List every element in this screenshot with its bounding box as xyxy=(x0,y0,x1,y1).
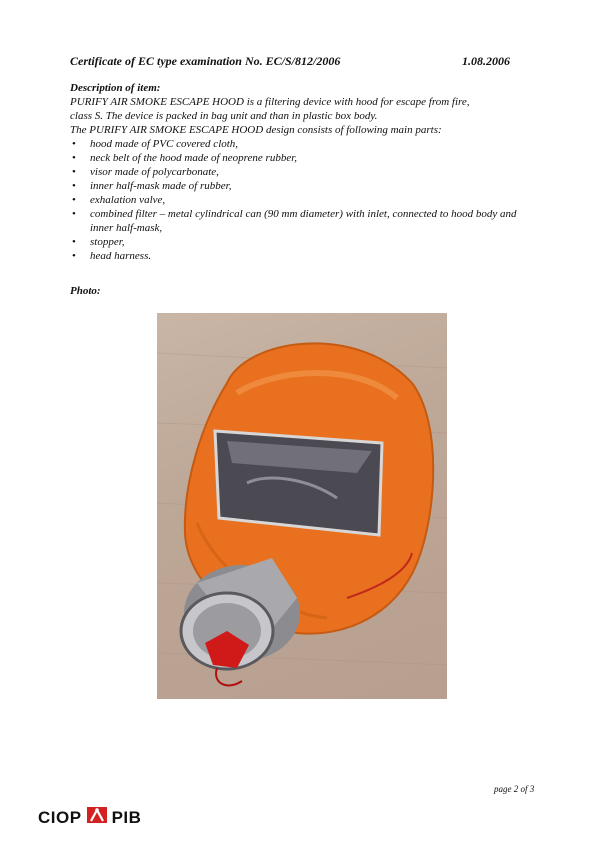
part-item: • exhalation valve, xyxy=(70,193,540,207)
ciop-pib-logo xyxy=(38,806,141,829)
smoke-hood-photo xyxy=(157,313,447,699)
part-item: • visor made of polycarbonate, xyxy=(70,165,540,179)
certificate-date: 1.08.2006 xyxy=(462,54,510,68)
certificate-header xyxy=(70,54,520,69)
description-line: PURIFY AIR SMOKE ESCAPE HOOD is a filtering device with hood for escape from fire, xyxy=(70,96,470,108)
logo-text-left: CIOP xyxy=(38,807,82,827)
certificate-title: Certificate of EC type examination No. EC/S/812/2006 xyxy=(70,54,341,68)
part-item: • head harness. xyxy=(70,249,540,263)
parts-list xyxy=(70,137,540,263)
page-number: page 2 of 3 xyxy=(494,784,535,794)
description-line: class S. The device is packed in bag unit and than in plastic box body. xyxy=(70,110,378,122)
photo-label: Photo: xyxy=(70,285,101,297)
part-item: • combined filter – metal cylindrical can (90 mm diameter) with inlet, connected to hood body and inner half-mask, xyxy=(70,207,540,235)
description-body xyxy=(70,95,540,263)
part-item: • inner half-mask made of rubber, xyxy=(70,179,540,193)
description-line: The PURIFY AIR SMOKE ESCAPE HOOD design consists of following main parts: xyxy=(70,124,442,136)
logo-text-right: PIB xyxy=(111,807,142,827)
part-item: • stopper, xyxy=(70,235,540,249)
part-item: • neck belt of the hood made of neoprene rubber, xyxy=(70,151,540,165)
part-item: • hood made of PVC covered cloth, xyxy=(70,137,540,151)
description-label: Description of item: xyxy=(70,82,161,94)
smoke-hood-illustration xyxy=(157,313,447,699)
logo-icon xyxy=(87,806,107,829)
